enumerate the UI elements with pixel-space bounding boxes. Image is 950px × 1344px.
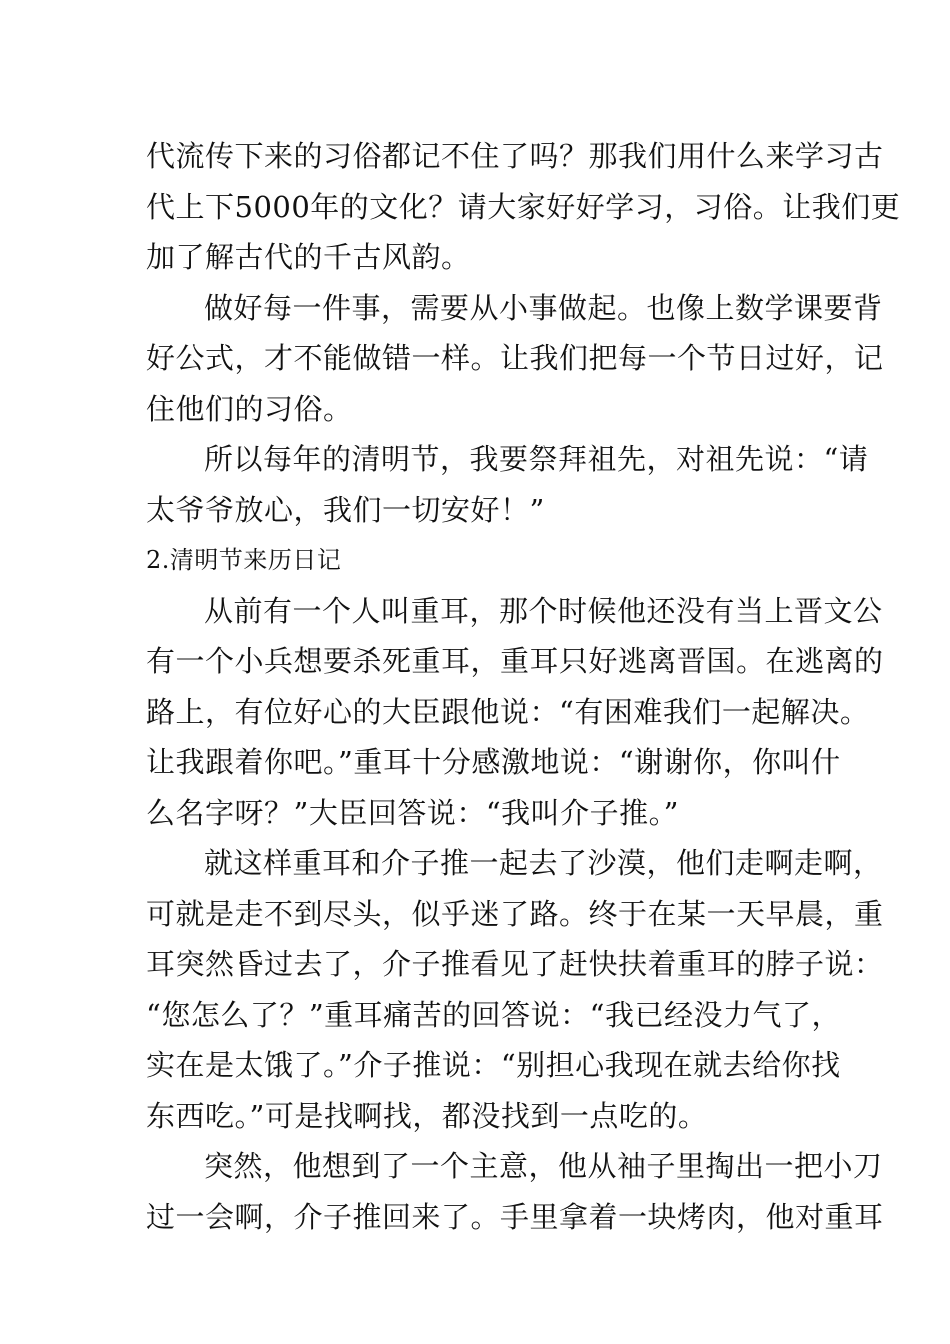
text-line: 太爷爷放心，我们一切安好！”: [146, 492, 545, 527]
text-line: 代流传下来的习俗都记不住了吗？那我们用什么来学习古: [146, 139, 884, 173]
paragraph-start-line: 做好每一件事，需要从小事做起。也像上数学课要背: [204, 290, 883, 325]
text-line: 可就是走不到尽头，似乎迷了路。终于在某一天早晨，重: [146, 896, 884, 931]
section-heading: 2.清明节来历日记: [146, 546, 342, 574]
text-line: 耳突然昏过去了，介子推看见了赶快扶着重耳的脖子说：: [146, 947, 884, 981]
text-line: 路上，有位好心的大臣跟他说：“有困难我们一起解决。: [146, 694, 870, 729]
text-line: 东西吃。”可是找啊找，都没找到一点吃的。: [146, 1098, 708, 1133]
text-line: 住他们的习俗。: [146, 391, 353, 426]
paragraph-start-line: 所以每年的清明节，我要祭拜祖先，对祖先说：“请: [204, 442, 869, 476]
text-line: 让我跟着你吧。”重耳十分感激地说：“谢谢你，你叫什: [146, 745, 841, 779]
document-body: [146, 131, 901, 1242]
paragraph-start-line: 就这样重耳和介子推一起去了沙漠，他们走啊走啊，: [204, 846, 883, 880]
text-line: 好公式，才不能做错一样。让我们把每一个节日过好，记: [146, 341, 884, 375]
paragraph-start-line: 突然，他想到了一个主意，他从袖子里掏出一把小刀: [204, 1149, 883, 1183]
paragraph-start-line: 从前有一个人叫重耳，那个时候他还没有当上晋文公: [204, 593, 883, 628]
text-line: 实在是太饿了。”介子推说：“别担心我现在就去给你找: [146, 1048, 841, 1082]
text-line: 代上下5000年的文化？请大家好好学习，习俗。让我们更: [146, 189, 901, 224]
text-line: 加了解古代的千古风韵。: [146, 240, 471, 274]
text-line: 过一会啊，介子推回来了。手里拿着一块烤肉，他对重耳: [146, 1199, 884, 1234]
text-line: 有一个小兵想要杀死重耳，重耳只好逃离晋国。在逃离的: [146, 644, 884, 678]
text-line: 么名字呀？”大臣回答说：“我叫介子推。”: [146, 795, 679, 830]
text-line: “您怎么了？”重耳痛苦的回答说：“我已经没力气了，: [146, 997, 841, 1032]
